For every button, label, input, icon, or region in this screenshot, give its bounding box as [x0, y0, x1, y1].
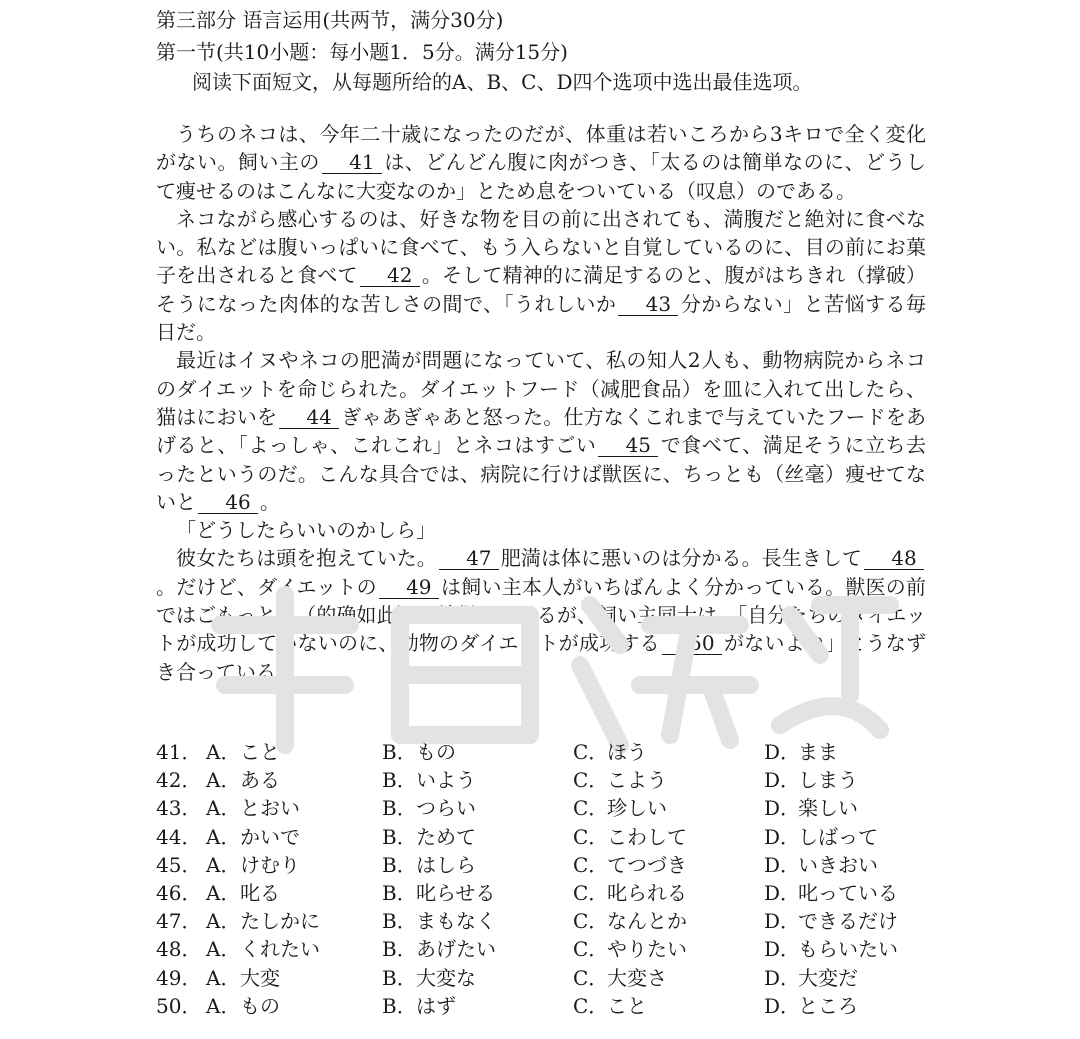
option-a[interactable]: A．くれたい — [206, 937, 320, 962]
option-d[interactable]: D．もらいたい — [764, 937, 898, 962]
blank-41: 41 — [322, 151, 382, 174]
instruction-text: 阅读下面短文，从每题所给的A、B、C、D四个选项中选出最佳选项。 — [192, 70, 813, 94]
option-a[interactable]: A．こと — [206, 740, 280, 764]
blank-46: 46 — [198, 491, 258, 514]
blank-50: 50 — [662, 632, 722, 655]
blank-49: 49 — [379, 576, 439, 599]
option-c[interactable]: C．てつづき — [573, 852, 687, 877]
option-row — [156, 766, 936, 794]
option-a[interactable]: A．ある — [206, 768, 280, 793]
option-a[interactable]: A．けむり — [206, 852, 300, 877]
section-title: 第三部分 语言运用(共两节，满分30分) — [156, 8, 504, 32]
passage-text: 最近はイヌやネコの肥満が問題になっていて、私の知人2人も、動物病院からネコのダイエットを命じられた。ダイエットフード（减肥食品）を皿に入れて出したら、猫はにおいを — [156, 348, 926, 429]
options-list — [156, 738, 936, 1020]
option-c[interactable]: C．ほう — [573, 740, 647, 764]
option-row — [156, 738, 936, 766]
passage-text: ぎゃあぎゃあと怒った。仕方なくこれまで与えていたフードをあげると、「よっしゃ、これこれ」とネコはすごい — [156, 404, 927, 458]
question-number: 46． — [156, 880, 202, 905]
option-b[interactable]: B．もの — [382, 740, 456, 764]
paragraph-3 — [156, 346, 926, 516]
option-d[interactable]: D．ところ — [764, 993, 858, 1018]
reading-passage — [156, 120, 926, 686]
passage-text: 。 — [260, 489, 280, 514]
option-b[interactable]: B．あげたい — [382, 937, 496, 962]
question-number: 45． — [156, 852, 202, 877]
option-c[interactable]: C．こよう — [573, 768, 667, 793]
option-d[interactable]: D．まま — [764, 740, 838, 764]
blank-43: 43 — [618, 293, 678, 316]
option-a[interactable]: A．叱る — [206, 880, 280, 905]
passage-text: 肥満は体に悪いのは分かる。長生きして — [500, 546, 862, 571]
option-c[interactable]: C．なんとか — [573, 909, 687, 934]
passage-text: は、どんどん腹に肉がつき、「太るのは簡単なのに、どうして痩せるのはこんなに大変なのか」とため息をついている（叹息）のである。 — [156, 150, 927, 203]
option-row — [156, 794, 936, 822]
option-row — [156, 935, 936, 963]
option-row — [156, 823, 936, 851]
option-row — [156, 851, 936, 879]
option-d[interactable]: D．しばって — [764, 824, 878, 849]
option-b[interactable]: B．叱らせる — [382, 880, 496, 905]
option-a[interactable]: A．とおい — [206, 796, 300, 821]
blank-45: 45 — [598, 434, 658, 457]
option-a[interactable]: A．大変 — [206, 965, 280, 990]
paragraph-5 — [156, 544, 926, 685]
question-number: 48． — [156, 937, 202, 962]
option-b[interactable]: B．はず — [382, 993, 456, 1018]
option-c[interactable]: C．珍しい — [573, 796, 667, 821]
question-number: 47． — [156, 909, 202, 934]
option-d[interactable]: D．楽しい — [764, 796, 858, 821]
option-c[interactable]: C．こと — [573, 993, 647, 1018]
option-c[interactable]: C．こわして — [573, 824, 687, 849]
option-d[interactable]: D．できるだけ — [764, 909, 898, 934]
blank-48: 48 — [864, 547, 924, 570]
question-number: 41． — [156, 740, 202, 764]
option-a[interactable]: A．かいで — [206, 824, 300, 849]
option-c[interactable]: C．大変さ — [573, 965, 667, 990]
question-number: 50． — [156, 993, 202, 1018]
paragraph-2 — [156, 205, 926, 346]
option-b[interactable]: B．大変な — [382, 965, 476, 990]
blank-42: 42 — [360, 264, 420, 287]
blank-44: 44 — [279, 406, 339, 429]
option-row — [156, 879, 936, 907]
option-b[interactable]: B．ためて — [382, 824, 476, 849]
passage-text: は飼い主本人がいちばんよく分かっている。獣医の前ではごもっとも（的确如此）と納得しているが、飼い主同士は、「自分たちのダイエットが成功していないのに、動物のダイエットが成功する — [156, 574, 927, 656]
option-d[interactable]: D．しまう — [764, 768, 858, 793]
passage-text: がないよね」とうなずき合っている。 — [156, 631, 926, 684]
option-row — [156, 992, 936, 1020]
option-row — [156, 964, 936, 992]
question-number: 44． — [156, 824, 202, 849]
passage-text: 。そして精神的に満足するのと、腹がはちきれ（撑破）そうになった肉体的な苦しさの間で、「うれしいか — [156, 263, 927, 316]
option-c[interactable]: C．やりたい — [573, 937, 687, 962]
blank-47: 47 — [439, 547, 499, 570]
option-b[interactable]: B．まもなく — [382, 909, 496, 934]
paragraph-1 — [156, 120, 926, 205]
option-d[interactable]: D．大変だ — [764, 965, 858, 990]
passage-text: ネコながら感心するのは、好きな物を目の前に出されても、満腹だと絶対に食べない。私などは腹いっぱいに食べて、もう入らないと自覚しているのに、目の前にお菓子を出されると食べて — [156, 206, 926, 288]
option-d[interactable]: D．叱っている — [764, 880, 898, 905]
option-a[interactable]: A．たしかに — [206, 909, 320, 934]
option-b[interactable]: B．いよう — [382, 768, 476, 793]
option-a[interactable]: A．もの — [206, 993, 280, 1018]
option-b[interactable]: B．つらい — [382, 796, 476, 821]
passage-text: 分からない」と苦悩する毎日だ。 — [156, 291, 926, 345]
question-number: 42． — [156, 768, 202, 793]
option-row — [156, 907, 936, 935]
option-b[interactable]: B．はしら — [382, 852, 476, 877]
question-number: 49． — [156, 965, 202, 990]
option-c[interactable]: C．叱られる — [573, 880, 687, 905]
paragraph-4: 「どうしたらいいのかしら」 — [176, 518, 436, 543]
subsection-title: 第一节(共10小题：每小题1．5分。满分15分) — [156, 40, 568, 64]
question-number: 43． — [156, 796, 202, 821]
passage-text: 彼女たちは頭を抱えていた。 — [176, 546, 437, 571]
passage-text: 。だけど、ダイエットの — [156, 574, 377, 599]
passage-text: で食べて、満足そうに立ち去ったというのだ。こんな具合では、病院に行けば獣医に、ちっとも（丝毫）痩せてないと — [156, 433, 927, 514]
passage-text: うちのネコは、今年二十歳になったのだが、体重は若いころから3キロで全く変化がない。飼い主の — [156, 122, 926, 175]
option-d[interactable]: D．いきおい — [764, 852, 878, 877]
